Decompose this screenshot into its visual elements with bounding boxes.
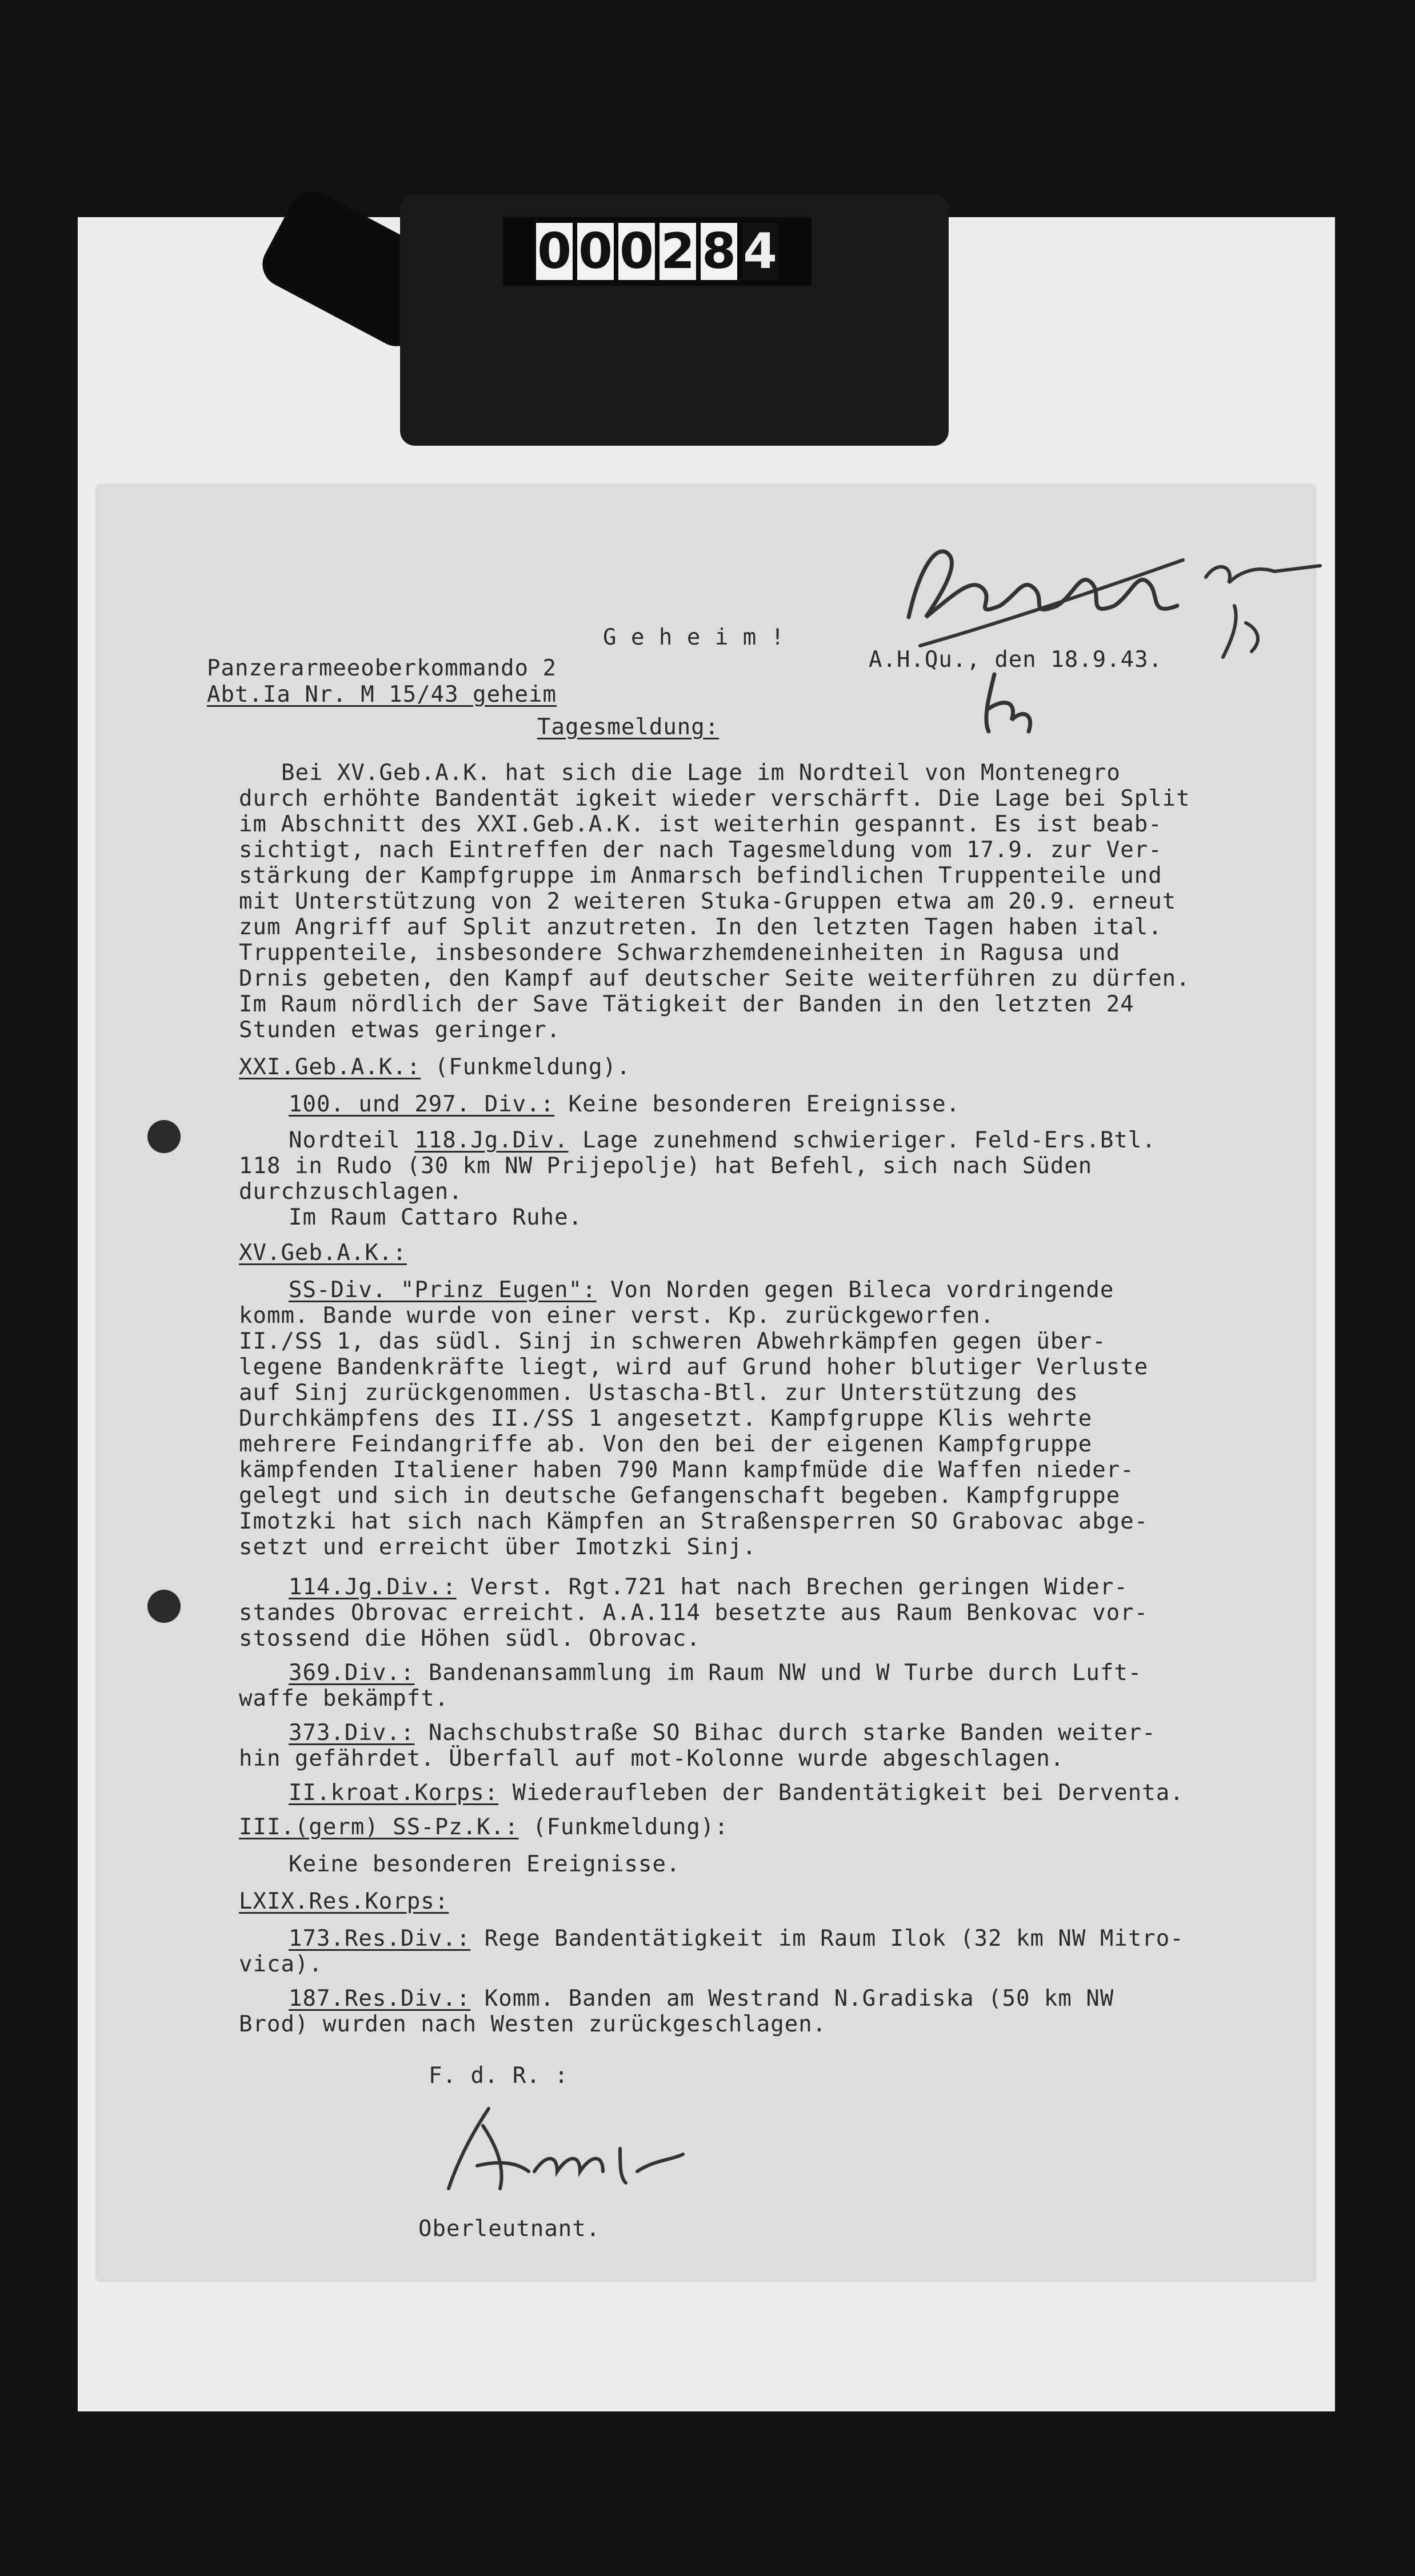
- xxi-div-text: Keine besonderen Ereignisse.: [568, 1091, 961, 1117]
- div373-text: Nachschubstraße SO Bihac durch starke Banden weiter-: [428, 1720, 1156, 1746]
- div173-line: [289, 1926, 1184, 1951]
- fdr-line: F. d. R. :: [429, 2063, 569, 2089]
- div369-text: Bandenansammlung im Raum NW und W Turbe durch Luft-: [428, 1660, 1142, 1686]
- div114-cont: standes Obrovac erreicht. A.A.114 besetzte aus Raum Benkovac vor-: [239, 1600, 1149, 1626]
- div187-label: 187.Res.Div.:: [289, 1986, 471, 2011]
- xv-heading: XV.Geb.A.K.:: [239, 1240, 407, 1266]
- reference-line: Abt.Ia Nr. M 15/43 geheim: [207, 682, 557, 707]
- ss-div-label: SS-Div. "Prinz Eugen":: [289, 1277, 597, 1303]
- div114-text: Verst. Rgt.721 hat nach Brechen geringen Wider-: [470, 1574, 1128, 1600]
- div369-label: 369.Div.:: [289, 1660, 415, 1686]
- counter-digit: 0: [536, 223, 573, 280]
- xxi-div-line: [289, 1091, 960, 1117]
- ss-line: Imotzki hat sich nach Kämpfen an Straßensperren SO Grabovac abge-: [239, 1509, 1149, 1534]
- div173-text: Rege Bandentätigkeit im Raum Ilok (32 km NW Mitro-: [484, 1926, 1184, 1951]
- sspz-text: Keine besonderen Ereignisse.: [289, 1851, 681, 1877]
- frame-counter-display: [503, 217, 812, 286]
- intro-line: Im Raum nördlich der Save Tätigkeit der Banden in den letzten 24: [239, 991, 1134, 1017]
- ss-line: kämpfenden Italiener haben 790 Mann kampfmüde die Waffen nieder-: [239, 1457, 1134, 1483]
- ss-line: II./SS 1, das südl. Sinj in schweren Abwehrkämpfen gegen über-: [239, 1329, 1106, 1354]
- ss-line: Durchkämpfens des II./SS 1 angesetzt. Kampfgruppe Klis wehrte: [239, 1406, 1093, 1431]
- div114-label: 114.Jg.Div.:: [289, 1574, 457, 1600]
- xxi-section: [239, 1054, 630, 1080]
- ss-div-line: [289, 1277, 1114, 1303]
- classification-stamp: G e h e i m !: [603, 625, 785, 650]
- xxi-nord-cont: durchzuschlagen.: [239, 1179, 463, 1205]
- xxi-heading: XXI.Geb.A.K.:: [239, 1054, 421, 1080]
- div373-label: 373.Div.:: [289, 1720, 415, 1746]
- div114-line: [289, 1574, 1128, 1600]
- intro-line: sichtigt, nach Eintreffen der nach Tagesmeldung vom 17.9. zur Ver-: [239, 837, 1162, 863]
- document-page: [97, 486, 1314, 2280]
- handwritten-initials: [972, 663, 1052, 743]
- ss-line: legene Bandenkräfte liegt, wird auf Grund hoher blutiger Verluste: [239, 1354, 1149, 1380]
- punch-hole: [147, 1120, 181, 1153]
- div187-cont: Brod) wurden nach Westen zurückgeschlagen.: [239, 2011, 827, 2037]
- intro-line: Bei XV.Geb.A.K. hat sich die Lage im Nordteil von Montenegro: [281, 760, 1121, 786]
- document-title: Tagesmeldung:: [537, 714, 720, 740]
- intro-line: stärkung der Kampfgruppe im Anmarsch befindlichen Truppenteile und: [239, 863, 1162, 889]
- sspz-line: [239, 1814, 729, 1840]
- signature-rank: Oberleutnant.: [418, 2216, 601, 2242]
- sspz-note: (Funkmeldung):: [533, 1814, 729, 1840]
- xxi-nord-line: [289, 1127, 1156, 1153]
- intro-line: im Abschnitt des XXI.Geb.A.K. ist weiterhin gespannt. Es ist beab-: [239, 811, 1162, 837]
- ss-div-text: Von Norden gegen Bileca vordringende: [610, 1277, 1114, 1303]
- xxi-nord-prefix: Nordteil: [289, 1127, 401, 1153]
- punch-hole: [147, 1590, 181, 1623]
- div369-cont: waffe bekämpft.: [239, 1686, 449, 1711]
- counter-digit: 8: [701, 223, 737, 280]
- counter-digit: 2: [659, 223, 696, 280]
- intro-line: durch erhöhte Bandentät igkeit wieder verschärft. Die Lage bei Split: [239, 786, 1190, 811]
- div187-text: Komm. Banden am Westrand N.Gradiska (50 km NW: [484, 1986, 1114, 2011]
- ss-line: auf Sinj zurückgenommen. Ustascha-Btl. zur Unterstützung des: [239, 1380, 1078, 1406]
- div114-cont: stossend die Höhen südl. Obrovac.: [239, 1626, 701, 1651]
- xxi-nord-div: 118.Jg.Div.: [414, 1127, 569, 1153]
- ss-line: gelegt und sich in deutsche Gefangenschaft begeben. Kampfgruppe: [239, 1483, 1121, 1509]
- xxi-heading-note: (Funkmeldung).: [434, 1054, 631, 1080]
- place-date: A.H.Qu., den 18.9.43.: [869, 647, 1163, 673]
- div173-cont: vica).: [239, 1951, 323, 1977]
- div187-line: [289, 1986, 1114, 2011]
- div173-label: 173.Res.Div.:: [289, 1926, 471, 1951]
- div373-cont: hin gefährdet. Überfall auf mot-Kolonne wurde abgeschlagen.: [239, 1746, 1065, 1771]
- ss-line: setzt und erreicht über Imotzki Sinj.: [239, 1534, 757, 1560]
- ss-line: komm. Bande wurde von einer verst. Kp. zurückgeworfen.: [239, 1303, 994, 1329]
- counter-digit: 0: [618, 223, 655, 280]
- intro-line: Truppenteile, insbesondere Schwarzhemdeneinheiten in Ragusa und: [239, 940, 1121, 966]
- div373-line: [289, 1720, 1156, 1746]
- xxi-nord-text: Lage zunehmend schwieriger. Feld-Ers.Btl.: [582, 1127, 1156, 1153]
- kroat-label: II.kroat.Korps:: [289, 1780, 499, 1806]
- div369-line: [289, 1660, 1142, 1686]
- xxi-nord-cont: 118 in Rudo (30 km NW Prijepolje) hat Befehl, sich nach Süden: [239, 1153, 1093, 1179]
- counter-digit: 0: [577, 223, 614, 280]
- intro-line: Drnis gebeten, den Kampf auf deutscher Seite weiterführen zu dürfen.: [239, 966, 1190, 991]
- intro-line: zum Angriff auf Split anzutreten. In den letzten Tagen haben ital.: [239, 914, 1162, 940]
- lxix-heading: LXIX.Res.Korps:: [239, 1889, 449, 1914]
- kroat-line: [289, 1780, 1184, 1806]
- handwritten-signature: [414, 2091, 769, 2206]
- intro-line: Stunden etwas geringer.: [239, 1017, 561, 1043]
- kroat-text: Wiederaufleben der Bandentätigkeit bei Derventa.: [512, 1780, 1184, 1806]
- xxi-div-label: 100. und 297. Div.:: [289, 1091, 555, 1117]
- sspz-label: III.(germ) SS-Pz.K.:: [239, 1814, 519, 1840]
- xxi-cattaro: Im Raum Cattaro Ruhe.: [289, 1205, 583, 1230]
- counter-digit: 4: [742, 223, 778, 280]
- intro-line: mit Unterstützung von 2 weiteren Stuka-Gruppen etwa am 20.9. erneut: [239, 889, 1177, 914]
- ss-line: mehrere Feindangriffe ab. Von den bei der eigenen Kampfgruppe: [239, 1431, 1093, 1457]
- sender-line: Panzerarmeeoberkommando 2: [207, 655, 557, 681]
